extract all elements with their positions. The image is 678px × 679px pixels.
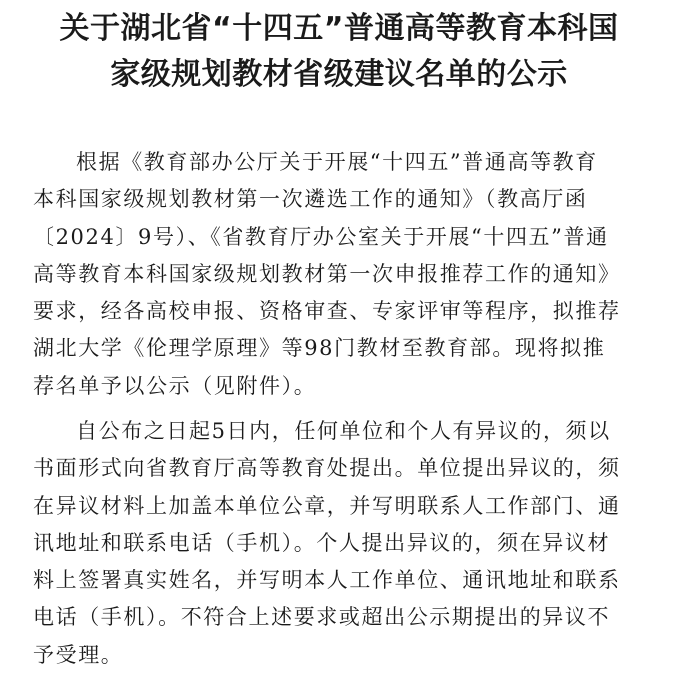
paragraph-line: 根据《教育部办公厅关于开展“十四五”普通高等教育 <box>76 150 598 174</box>
paragraph-announcement <box>33 144 645 405</box>
paragraph-line: 本科国家级规划教材第一次遴选工作的通知》（教高厅函 <box>33 187 588 212</box>
paragraph-line: 在异议材料上加盖本单位公章，并写明联系人工作部门、通 <box>33 493 621 518</box>
paragraph-objection-instructions <box>33 413 645 674</box>
paragraph-line: 要求，经各高校申报、资格审查、专家评审等程序，拟推荐 <box>33 299 621 324</box>
paragraph-line: 电话（手机）。不符合上述要求或超出公示期提出的异议不 <box>33 605 611 630</box>
paragraph-line: 料上签署真实姓名，并写明本人工作单位、通讯地址和联系 <box>33 568 621 593</box>
document-title-line-1: 关于湖北省“十四五”普通高等教育本科国 <box>59 11 619 46</box>
paragraph-line: 书面形式向省教育厅高等教育处提出。单位提出异议的，须 <box>33 456 621 481</box>
paragraph-line: 荐名单予以公示（见附件）。 <box>33 373 317 398</box>
paragraph-line: 〔2024〕9号）、《省教育厅办公室关于开展“十四五”普通 <box>33 224 609 249</box>
paragraph-line: 讯地址和联系电话（手机）。个人提出异议的，须在异议材 <box>33 530 611 555</box>
paragraph-line: 予受理。 <box>33 642 124 667</box>
paragraph-line: 高等教育本科国家级规划教材第一次申报推荐工作的通知》 <box>33 261 621 286</box>
paragraph-line: 自公布之日起5日内，任何单位和个人有异议的，须以 <box>76 419 611 443</box>
paragraph-line: 湖北大学《伦理学原理》等98门教材至教育部。现将拟推 <box>33 336 606 361</box>
document-title-line-2: 家级规划教材省级建议名单的公示 <box>110 57 568 92</box>
